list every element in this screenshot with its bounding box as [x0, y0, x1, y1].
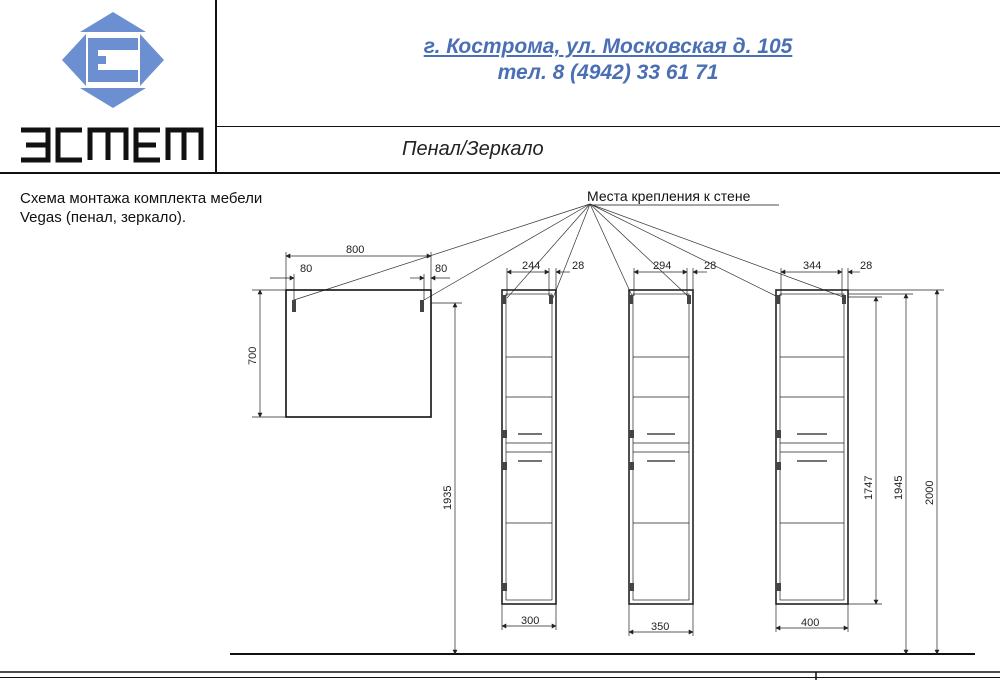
dim-mirror-offset-left: 80 — [300, 263, 313, 275]
cabinet-400 — [776, 290, 848, 604]
dim-cab2-edge: 28 — [704, 260, 717, 272]
mount-points-callout: Места крепления к стене — [587, 188, 751, 204]
dim-height-1747: 1747 — [863, 475, 875, 500]
dim-mirror-mount-height: 1935 — [442, 485, 454, 510]
dim-cab1-width: 300 — [521, 615, 540, 627]
dim-cab3-mount-spacing: 344 — [803, 260, 822, 272]
cabinet-350 — [629, 290, 693, 604]
dim-mirror-width: 800 — [346, 244, 365, 256]
dim-height-1945: 1945 — [893, 475, 905, 500]
address-line[interactable]: г. Кострома, ул. Московская д. 105 — [423, 35, 793, 58]
callout-leaders — [294, 204, 846, 300]
caption-line-1: Схема монтажа комплекта мебели — [20, 190, 263, 207]
dim-cab1-edge: 28 — [572, 260, 585, 272]
mirror-mount-left — [292, 300, 296, 312]
dim-cab3-width: 400 — [801, 617, 820, 629]
dim-cab2-width: 350 — [651, 621, 670, 633]
cabinet-300 — [502, 290, 556, 604]
dim-mirror-height: 700 — [247, 346, 259, 365]
caption-line-2: Vegas (пенал, зеркало). — [20, 209, 187, 226]
dim-cab1-mount-spacing: 244 — [522, 260, 541, 272]
dim-mirror-offset-right: 80 — [435, 263, 448, 275]
dim-cab3-edge: 28 — [860, 260, 873, 272]
mirror — [286, 290, 431, 417]
mirror-mount-right — [420, 300, 424, 312]
dim-height-2000: 2000 — [924, 480, 936, 505]
drawing-subject: Пенал/Зеркало — [402, 138, 544, 160]
dim-cab2-mount-spacing: 294 — [653, 260, 672, 272]
phone-line: тел. 8 (4942) 33 61 71 — [497, 61, 719, 84]
